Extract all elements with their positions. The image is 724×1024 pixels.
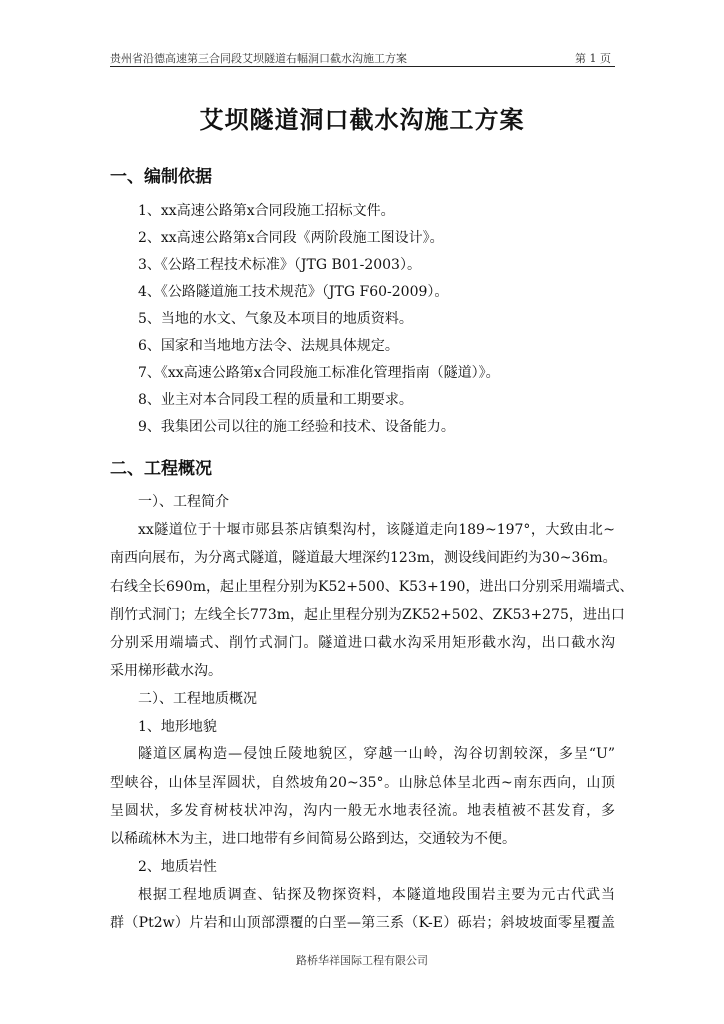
paragraph-line: xx隧道位于十堰市郧县茶店镇梨沟村，该隧道走向189~197°，大致由北~ — [138, 522, 615, 538]
basis-item: 2、xx高速公路第x合同段《两阶段施工图设计》。 — [138, 230, 444, 246]
page-header — [110, 48, 615, 67]
header-page-number: 第 1 页 — [575, 52, 611, 65]
paragraph-line: 分别采用端墙式、削竹式洞门。隧道进口截水沟采用矩形截水沟，出口截水沟 — [110, 635, 615, 651]
paragraph-line: 南西向展布，为分离式隧道，隧道最大埋深约123m，测设线间距约为30~36m。 — [110, 550, 617, 566]
section-heading-overview: 二、工程概况 — [110, 459, 212, 479]
paragraph-line: 削竹式洞门；左线全长773m，起止里程分别为ZK52+502、ZK53+275，进出口 — [110, 607, 625, 623]
paragraph-line: 根据工程地质调查、钻探及物探资料，本隧道地段围岩主要为元古代武当 — [138, 887, 615, 903]
topic-heading: 2、地质岩性 — [138, 859, 217, 875]
paragraph-line: 群（Pt2w）片岩和山顶部漂覆的白垩—第三系（K-E）砾岩；斜坡坡面零星覆盖 — [110, 915, 615, 931]
paragraph-line: 型峡谷，山体呈浑圆状，自然坡角20~35°。山脉总体呈北西~南东西向，山顶 — [110, 775, 615, 791]
section-heading-basis: 一、编制依据 — [110, 167, 212, 187]
paragraph-line: 呈圆状，多发育树枝状冲沟，沟内一般无水地表径流。地表植被不甚发育，多 — [110, 803, 615, 819]
header-document-title: 贵州省沿德高速第三合同段艾坝隧道右幅洞口截水沟施工方案 — [110, 52, 407, 65]
subsection-heading: 一）、工程简介 — [138, 494, 229, 510]
document-title: 艾坝隧道洞口截水沟施工方案 — [199, 105, 525, 134]
paragraph-line: 以稀疏林木为主，进口地带有乡间简易公路到达，交通较为不便。 — [110, 831, 516, 847]
basis-item: 5、当地的水文、气象及本项目的地质资料。 — [138, 311, 413, 327]
paragraph-line: 采用梯形截水沟。 — [110, 663, 222, 679]
paragraph-line: 隧道区属构造—侵蚀丘陵地貌区，穿越一山岭，沟谷切割较深，多呈“U” — [138, 746, 615, 762]
basis-item: 4、《公路隧道施工技术规范》（JTG F60-2009）。 — [138, 284, 449, 300]
basis-item: 6、国家和当地地方法令、法规具体规定。 — [138, 338, 399, 354]
topic-heading: 1、地形地貌 — [138, 719, 217, 735]
basis-item: 8、业主对本合同段工程的质量和工期要求。 — [138, 392, 413, 408]
basis-item: 7、《xx高速公路第x合同段施工标准化管理指南（隧道）》。 — [138, 365, 500, 381]
basis-item: 3、《公路工程技术标准》（JTG B01-2003）。 — [138, 257, 421, 273]
page-footer: 路桥华祥国际工程有限公司 — [296, 954, 428, 967]
paragraph-line: 右线全长690m，起止里程分别为K52+500、K53+190，进出口分别采用端墙式、 — [110, 579, 634, 595]
basis-item: 9、我集团公司以往的施工经验和技术、设备能力。 — [138, 419, 455, 435]
subsection-heading: 二）、工程地质概况 — [138, 691, 257, 707]
basis-item: 1、xx高速公路第x合同段施工招标文件。 — [138, 203, 395, 219]
